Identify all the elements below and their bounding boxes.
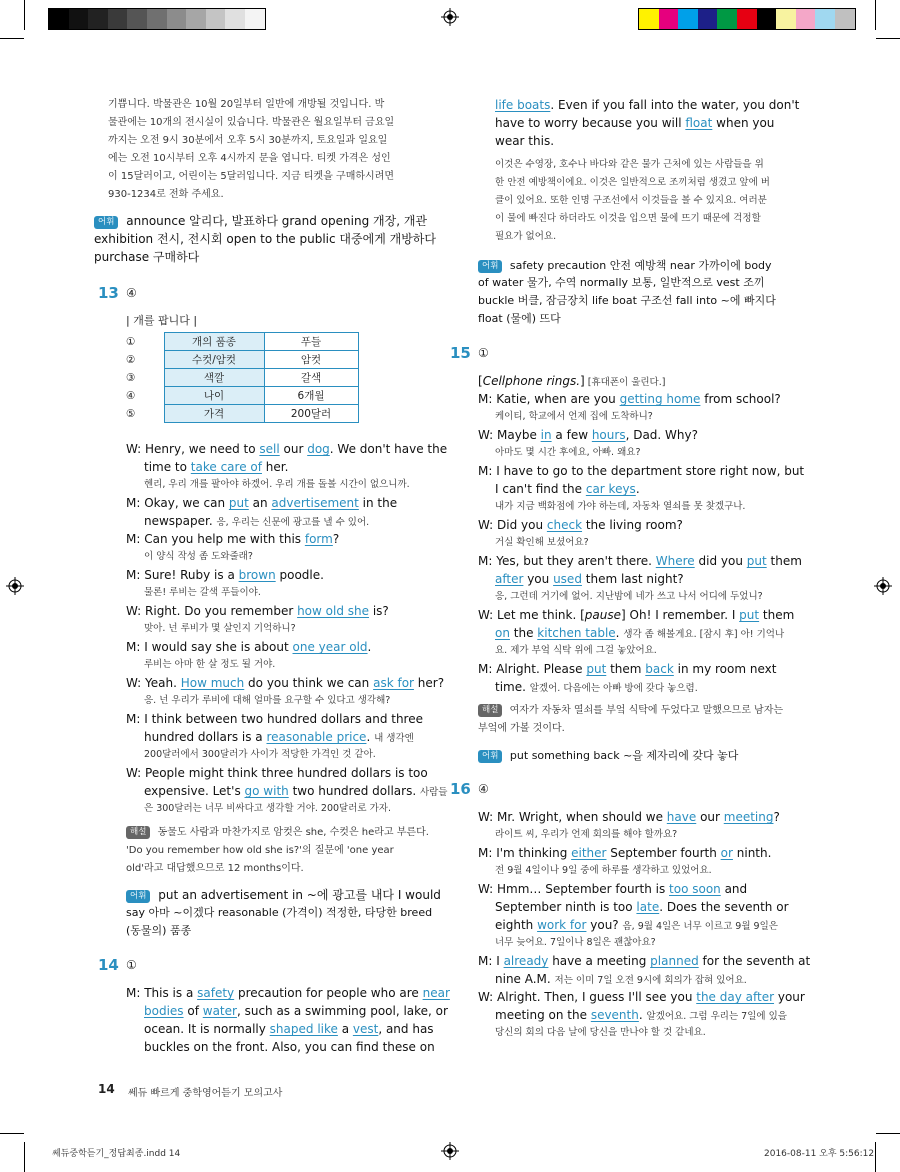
q12-translation-line: 까지는 오전 9시 30분에서 오후 5시 30분까지, 토요일과 일요일 xyxy=(108,135,388,146)
dialogue-translation: 너무 늦어요. 7일이나 8일은 괜찮아요? xyxy=(495,937,656,948)
q12-translation-line: 기쁩니다. 박물관은 10월 20일부터 일반에 개방될 것입니다. 박 xyxy=(108,99,385,110)
dialogue-line: W: Mr. Wright, when should we have our meeting? xyxy=(478,810,780,824)
dialogue-line: I can't find the car keys. xyxy=(495,482,640,496)
dialogue-translation: 응, 그런데 거기에 없어. 지난밤에 네가 쓰고 나서 어디에 두었니? xyxy=(495,591,763,602)
dialogue-line: on the kitchen table. 생각 좀 해볼게요. [잠시 후] 아! 기억나 xyxy=(495,626,785,640)
crop-mark xyxy=(24,0,25,30)
dialogue-translation: 거실 확인해 보셨어요? xyxy=(495,537,589,548)
dialogue-line: W: Maybe in a few hours, Dad. Why? xyxy=(478,428,698,442)
dialogue-line: W: People might think three hundred dollars is too xyxy=(126,766,428,780)
q12-translation-line: 이 15달러이고, 어린이는 5달러입니다. 지금 티켓을 구매하시려면 xyxy=(108,171,395,182)
dialogue-line: M: Katie, when are you getting home from school? xyxy=(478,392,781,406)
vocab-13-line: say 아마 ~이겠다 reasonable (가격이) 적정한, 타당한 breed xyxy=(126,906,433,919)
dialogue-line: M: I have to go to the department store right now, but xyxy=(478,464,805,478)
dialogue-line: after you used them last night? xyxy=(495,572,684,586)
explanation-tag: 해설 xyxy=(478,704,502,717)
explanation-13: old'라고 대답했으므로 12 months이다. xyxy=(126,863,304,874)
question-answer: ① xyxy=(126,958,137,972)
registration-mark-icon xyxy=(6,577,24,595)
dialogue-translation: 응. 넌 우리가 루비에 대해 얼마를 요구할 수 있다고 생각해? xyxy=(144,695,391,706)
vocab-15-line: 어휘 put something back ~을 제자리에 갖다 놓다 xyxy=(478,746,738,765)
vocab-14-line: buckle 버클, 잠금장치 life boat 구조선 fall into ~에 빠지다 xyxy=(478,294,776,307)
table-row: ① 개의 품종 푸들 xyxy=(126,333,358,351)
explanation-tag: 해설 xyxy=(126,826,150,839)
dialogue-line: wear this. xyxy=(495,134,555,148)
dialogue-line: M: This is a safety precaution for people who are near xyxy=(126,986,450,1000)
question-number: 14 xyxy=(98,956,119,974)
dog-ad-table xyxy=(126,332,359,423)
dialogue-line: M: I think between two hundred dollars and three xyxy=(126,712,423,726)
question-answer: ① xyxy=(478,346,489,360)
vocab-tag: 어휘 xyxy=(126,890,150,903)
dialogue-translation: 한 안전 예방책이에요. 이것은 일반적으로 조끼처럼 생겼고 앞에 버 xyxy=(495,177,770,188)
table-row: ⑤ 가격 200달러 xyxy=(126,405,358,423)
dialogue-translation: 전 9월 4일이나 9일 중에 하루를 생각하고 있었어요. xyxy=(495,865,712,876)
dialogue-translation: 맞아. 넌 루비가 몇 살인지 기억하니? xyxy=(144,623,296,634)
dialogue-translation: 케이티, 학교에서 언제 집에 도착하니? xyxy=(495,411,653,422)
vocab-14-line: of water 물가, 수역 normally 보통, 일반적으로 vest 조끼 xyxy=(478,276,765,289)
dialogue-translation: 헨리, 우리 개를 팔아야 하겠어. 우리 개를 돌볼 시간이 없으니까. xyxy=(144,479,410,490)
dialogue-line: time to take care of her. xyxy=(144,460,289,474)
dialogue-line: M: Okay, we can put an advertisement in the xyxy=(126,496,398,510)
dialogue-line: ocean. It is normally shaped like a vest, and has xyxy=(144,1022,434,1036)
explanation-15: 해설 여자가 자동차 열쇠를 부엌 식탁에 두었다고 말했으므로 남자는 xyxy=(478,702,783,720)
dialogue-line: meeting on the seventh. 알겠어요. 그럼 우리는 7일에 있을 xyxy=(495,1008,787,1022)
vocab-tag: 어휘 xyxy=(478,260,502,273)
dialogue-translation: 물론! 루비는 갈색 푸들이야. xyxy=(144,587,261,598)
question-number: 16 xyxy=(450,780,471,798)
dialogue-line: life boats. Even if you fall into the water, you don't xyxy=(495,98,800,112)
dialogue-translation: 200달러에서 300달러가 사이가 적당한 가격인 것 같아. xyxy=(144,749,376,760)
grayscale-calibration-bar xyxy=(48,8,266,30)
dialogue-translation: 루비는 아마 한 살 정도 될 거야. xyxy=(144,659,276,670)
vocab-14-line: 어휘 safety precaution 안전 예방책 near 가까이에 body xyxy=(478,256,772,275)
vocab-12-line: exhibition 전시, 전시회 open to the public 대중에게 개방하다 xyxy=(94,232,436,246)
vocab-12-line: 어휘 announce 알리다, 발표하다 grand opening 개장, 개관 xyxy=(94,212,427,230)
file-slug: 쎄듀중학듣기_정답최종.indd 14 xyxy=(52,1149,181,1159)
question-answer: ④ xyxy=(478,782,489,796)
vocab-14-line: float (물에) 뜨다 xyxy=(478,312,561,325)
table-row: ④ 나이 6개월 xyxy=(126,387,358,405)
dialogue-line: nine A.M. 저는 이미 7일 오전 9시에 회의가 잡혀 있어요. xyxy=(495,972,747,986)
dialogue-translation: 클이 있어요. 또한 인명 구조선에서 이것들을 볼 수 있지요. 여러분 xyxy=(495,195,767,206)
crop-mark xyxy=(876,1133,900,1134)
dialogue-translation: 은 300달러는 너무 비싸다고 생각할 거야. 200달러로 가자. xyxy=(144,803,391,814)
vocab-13-line: (동물의) 품종 xyxy=(126,924,192,937)
dialogue-translation: 아마도 몇 시간 후에요, 아빠. 왜요? xyxy=(495,447,641,458)
dialogue-line: hundred dollars is a reasonable price. 내 생각엔 xyxy=(144,730,414,744)
registration-mark-icon xyxy=(874,577,892,595)
explanation-15: 부엌에 가볼 것이다. xyxy=(478,723,565,734)
dialogue-line: have to worry because you will float when you xyxy=(495,116,775,130)
dialogue-line: W: Hmm… September fourth is too soon and xyxy=(478,882,748,896)
dialogue-line: W: Let me think. [pause] Oh! I remember. I put them xyxy=(478,608,795,622)
dialogue-line: eighth work for you? 음, 9월 4일은 너무 이르고 9월 9일은 xyxy=(495,918,778,932)
dialogue-line: time. 알겠어. 다음에는 아빠 방에 갖다 놓으렴. xyxy=(495,680,698,694)
dialogue-line: W: Did you check the living room? xyxy=(478,518,683,532)
dialogue-line: M: Yes, but they aren't there. Where did you put them xyxy=(478,554,802,568)
dialogue-line: M: I'm thinking either September fourth or ninth. xyxy=(478,846,772,860)
dialogue-line: W: Alright. Then, I guess I'll see you the day after your xyxy=(478,990,805,1004)
dialogue-line: W: Henry, we need to sell our dog. We don't have the xyxy=(126,442,448,456)
explanation-13: 해설 동물도 사람과 마찬가지로 암컷은 she, 수컷은 he라고 부른다. xyxy=(126,824,429,842)
stage-direction: [Cellphone rings.] [휴대폰이 울린다.] xyxy=(478,374,666,388)
dialogue-line: M: I would say she is about one year old. xyxy=(126,640,372,654)
dialogue-line: M: Sure! Ruby is a brown poodle. xyxy=(126,568,324,582)
dialogue-line: newspaper. 응, 우리는 신문에 광고를 낼 수 있어. xyxy=(144,514,370,528)
timestamp-slug: 2016-08-11 오후 5:56:12 xyxy=(764,1149,875,1159)
crop-mark xyxy=(875,1142,876,1172)
dialogue-translation: 이 양식 작성 좀 도와줄래? xyxy=(144,551,253,562)
dialogue-line: W: Yeah. How much do you think we can ask for her? xyxy=(126,676,445,690)
question-number: 15 xyxy=(450,344,471,362)
crop-mark xyxy=(875,0,876,30)
crop-mark xyxy=(876,38,900,39)
q12-translation-line: 물관에는 10개의 전시실이 있습니다. 박물관은 월요일부터 금요일 xyxy=(108,117,395,128)
vocab-tag: 어휘 xyxy=(478,750,502,763)
crop-mark xyxy=(0,38,24,39)
dialogue-line: buckles on the front. Also, you can find these on xyxy=(144,1040,435,1054)
book-title: 쎄듀 빠르게 중학영어듣기 모의고사 xyxy=(128,1088,283,1099)
dialogue-line: W: Right. Do you remember how old she is? xyxy=(126,604,389,618)
q12-translation-line: 930-1234로 전화 주세요. xyxy=(108,189,224,200)
dialogue-translation: 내가 지금 백화점에 가야 하는데, 자동차 열쇠를 못 찾겠구나. xyxy=(495,501,746,512)
registration-mark-icon xyxy=(441,1142,459,1160)
vocab-13-line: 어휘 put an advertisement in ~에 광고를 내다 I would xyxy=(126,886,441,904)
dialogue-line: September ninth is too late. Does the seventh or xyxy=(495,900,789,914)
registration-mark-icon xyxy=(441,8,459,26)
dialogue-line: bodies of water, such as a swimming pool, lake, or xyxy=(144,1004,448,1018)
dialogue-line: expensive. Let's go with two hundred dollars. 사람들 xyxy=(144,784,448,798)
dialogue-line: M: Can you help me with this form? xyxy=(126,532,340,546)
explanation-13: 'Do you remember how old she is?'의 질문에 'one year xyxy=(126,845,394,856)
dialogue-translation: 이 물에 빠진다 하더라도 이것을 입으면 물에 뜨기 때문에 걱정할 xyxy=(495,213,761,224)
ad-title: | 개를 팝니다 | xyxy=(126,314,198,327)
vocab-12-line: purchase 구매하다 xyxy=(94,250,200,264)
dialogue-translation: 필요가 없어요. xyxy=(495,231,557,242)
color-calibration-bar xyxy=(638,8,856,30)
dialogue-line: M: I already have a meeting planned for the seventh at xyxy=(478,954,811,968)
crop-mark xyxy=(24,1142,25,1172)
page-number: 14 xyxy=(98,1082,115,1096)
dialogue-translation: 요. 제가 부엌 식탁 위에 그걸 놓았어요. xyxy=(495,645,657,656)
dialogue-translation: 당신의 회의 다음 날에 당신을 만나야 할 것 같네요. xyxy=(495,1027,706,1038)
question-number: 13 xyxy=(98,284,119,302)
question-answer: ④ xyxy=(126,286,137,300)
vocab-tag: 어휘 xyxy=(94,216,118,229)
dialogue-translation: 라이트 씨, 우리가 언제 회의를 해야 할까요? xyxy=(495,829,678,840)
crop-mark xyxy=(0,1133,24,1134)
dialogue-line: M: Alright. Please put them back in my room next xyxy=(478,662,777,676)
table-row: ② 수컷/암컷 암컷 xyxy=(126,351,358,369)
dialogue-translation: 이것은 수영장, 호수나 바다와 같은 물가 근처에 있는 사람들을 위 xyxy=(495,159,764,170)
table-row: ③ 색깔 갈색 xyxy=(126,369,358,387)
q12-translation-line: 에는 오전 10시부터 오후 4시까지 문을 엽니다. 티켓 가격은 성인 xyxy=(108,153,391,164)
